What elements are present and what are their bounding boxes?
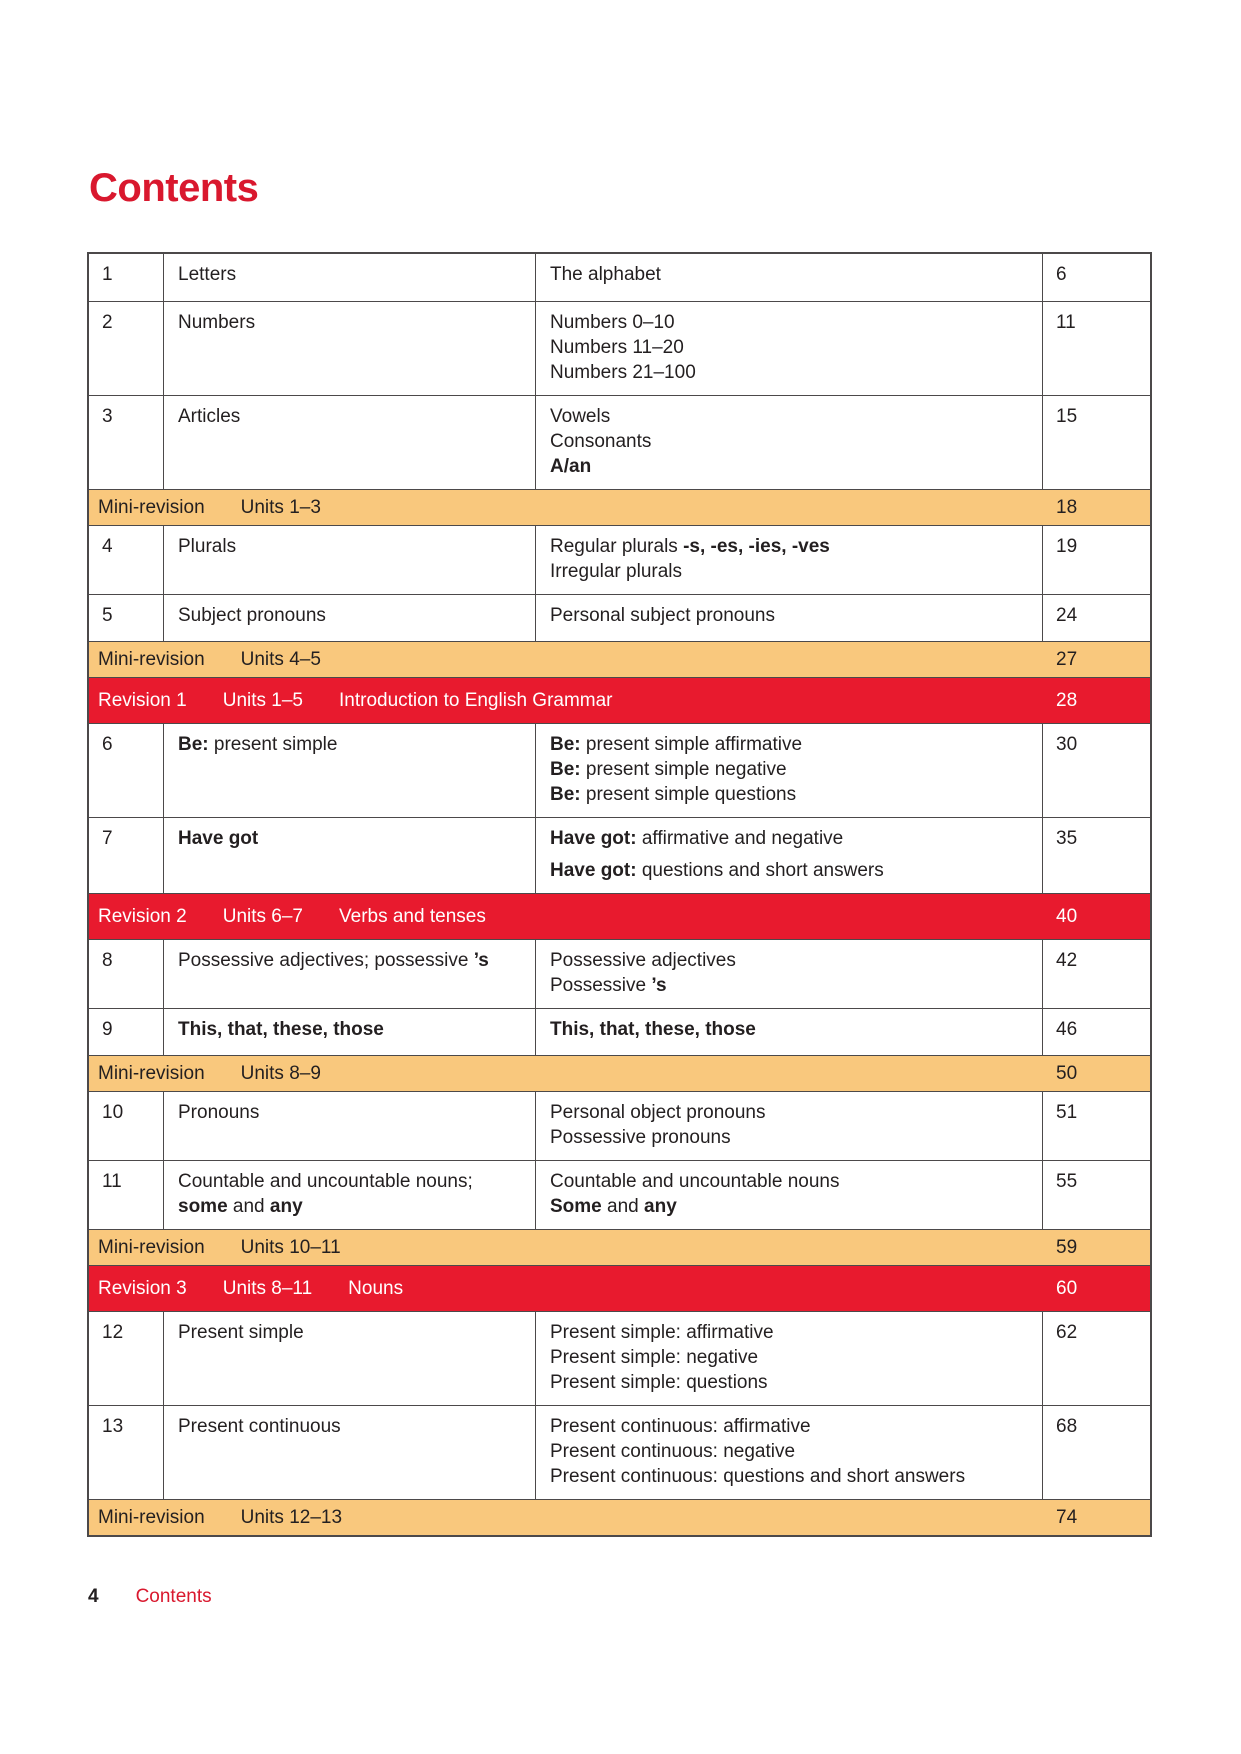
topic-cell (164, 1092, 536, 1160)
topic-cell (164, 302, 536, 395)
revision-title-label: Introduction to English Grammar (339, 689, 613, 711)
text-line (102, 1320, 149, 1345)
unit-row-10 (89, 1091, 1150, 1160)
unit-row-4 (89, 525, 1150, 594)
subtopics-cell (536, 724, 1043, 817)
page-number-cell (1043, 1092, 1150, 1160)
page-number-cell: 40 (1056, 906, 1078, 927)
mini-revision-label: Mini-revision (98, 1506, 205, 1528)
text-line (1056, 1017, 1136, 1042)
text-line (1056, 826, 1136, 851)
units-range-label: Units 8–11 (222, 1277, 313, 1299)
text: 2 (102, 312, 113, 333)
topic-cell (164, 1406, 536, 1499)
page-number-cell (1043, 1406, 1150, 1499)
unit-row-8 (89, 939, 1150, 1008)
band-labels (89, 684, 1043, 718)
page-number-cell (1043, 1161, 1150, 1229)
mini-revision-row (89, 1499, 1150, 1535)
band-labels (89, 643, 1043, 677)
text-line (102, 603, 149, 628)
subtopics-cell (536, 595, 1043, 641)
page-number-cell: 60 (1056, 1278, 1078, 1299)
page-number-cell (1043, 526, 1150, 594)
text: present simple questions (580, 784, 797, 805)
band-labels (89, 1057, 1043, 1091)
text: 68 (1056, 1416, 1078, 1437)
unit-number-cell (89, 396, 164, 489)
text: 6 (102, 734, 113, 755)
band-labels (89, 491, 1043, 525)
text: 9 (102, 1019, 113, 1040)
text: Numbers 11–20 (550, 337, 684, 358)
page-footer (88, 1586, 212, 1608)
unit-number-cell (89, 724, 164, 817)
text-line (550, 262, 1028, 287)
text-line (102, 262, 149, 287)
revision-label: Revision 3 (98, 1277, 187, 1299)
unit-number-cell (89, 940, 164, 1008)
page-number-cell: 27 (1056, 649, 1078, 670)
text-line (550, 1194, 1028, 1219)
footer-section-label: Contents (135, 1586, 212, 1607)
text: Personal subject pronouns (550, 605, 775, 626)
text: Letters (178, 264, 237, 285)
text-line (102, 1017, 149, 1042)
bold-text: some (178, 1196, 228, 1217)
text-line (102, 1414, 149, 1439)
text-line (178, 826, 521, 851)
text-line (550, 1464, 1028, 1489)
text-line (178, 1100, 521, 1125)
bold-text: Be: (178, 734, 209, 755)
unit-row-3 (89, 395, 1150, 489)
page-number-cell: 59 (1056, 1237, 1078, 1258)
text: and (227, 1196, 270, 1217)
unit-number-cell (89, 595, 164, 641)
text: 24 (1056, 605, 1078, 626)
band-labels (89, 900, 1043, 934)
mini-revision-label: Mini-revision (98, 496, 205, 518)
page-number-cell: 50 (1056, 1063, 1078, 1084)
subtopics-cell (536, 1406, 1043, 1499)
footer-page-number: 4 (88, 1586, 99, 1607)
mini-revision-label: Mini-revision (98, 1236, 205, 1258)
unit-number-cell (89, 526, 164, 594)
text: Countable and uncountable nouns; (178, 1171, 473, 1192)
topic-cell (164, 724, 536, 817)
text-line (178, 732, 521, 757)
text: Present continuous: negative (550, 1441, 796, 1462)
text: Numbers 0–10 (550, 312, 675, 333)
page-number-cell (1043, 940, 1150, 1008)
text: 15 (1056, 406, 1078, 427)
text: 3 (102, 406, 113, 427)
text: questions and short answers (636, 860, 884, 881)
text-line (550, 454, 1028, 479)
bold-text: ’s (651, 975, 667, 996)
units-range-label: Units 1–5 (222, 689, 303, 711)
text-line (550, 1125, 1028, 1150)
text-line (178, 534, 521, 559)
bold-text: A/an (550, 456, 592, 477)
page-title: Contents (89, 166, 259, 210)
topic-cell (164, 1009, 536, 1055)
text: 51 (1056, 1102, 1078, 1123)
text-line (550, 404, 1028, 429)
topic-cell (164, 818, 536, 893)
unit-number-cell (89, 1406, 164, 1499)
revision-label: Revision 1 (98, 689, 187, 711)
unit-row-7 (89, 817, 1150, 893)
text: 13 (102, 1416, 124, 1437)
text-line (178, 603, 521, 628)
page-number-cell (1043, 302, 1150, 395)
subtopics-cell (536, 526, 1043, 594)
text-line (550, 1017, 1028, 1042)
unit-row-12 (89, 1311, 1150, 1405)
text-line (178, 1414, 521, 1439)
text: Personal object pronouns (550, 1102, 766, 1123)
page-number-cell (1043, 818, 1150, 893)
text-line (178, 1194, 521, 1219)
mini-revision-row (89, 1055, 1150, 1091)
unit-number-cell (89, 1092, 164, 1160)
text: Possessive adjectives (550, 950, 736, 971)
units-range-label: Units 4–5 (240, 648, 321, 670)
text-line (550, 534, 1028, 559)
text: Numbers 21–100 (550, 362, 696, 383)
text: Numbers (178, 312, 256, 333)
text-line (550, 360, 1028, 385)
mini-revision-row (89, 1229, 1150, 1265)
topic-cell (164, 1312, 536, 1405)
unit-row-11 (89, 1160, 1150, 1229)
text: 55 (1056, 1171, 1078, 1192)
text-line (550, 603, 1028, 628)
bold-text: Be: (550, 734, 581, 755)
text: Present simple: affirmative (550, 1322, 774, 1343)
bold-text: Be: (550, 784, 581, 805)
unit-row-2 (89, 301, 1150, 395)
text: 42 (1056, 950, 1078, 971)
text: Countable and uncountable nouns (550, 1171, 840, 1192)
page-number-cell (1043, 1009, 1150, 1055)
text-line (1056, 310, 1136, 335)
band-labels (89, 1231, 1043, 1265)
text: Vowels (550, 406, 611, 427)
text: Plurals (178, 536, 237, 557)
bold-text: any (644, 1196, 677, 1217)
bold-text: ’s (473, 950, 489, 971)
text-line (1056, 1169, 1136, 1194)
text: Present continuous (178, 1416, 341, 1437)
text: 8 (102, 950, 113, 971)
topic-cell (164, 254, 536, 301)
text: Possessive (550, 975, 652, 996)
subtopics-cell (536, 254, 1043, 301)
page-number-cell (1043, 1312, 1150, 1405)
unit-number-cell (89, 254, 164, 301)
page-number-cell: 74 (1056, 1507, 1078, 1528)
text-line (550, 782, 1028, 807)
text-line (102, 1169, 149, 1194)
unit-number-cell (89, 302, 164, 395)
text-line (178, 1320, 521, 1345)
subtopics-cell (536, 1161, 1043, 1229)
units-range-label: Units 1–3 (240, 496, 321, 518)
text: Regular plurals (550, 536, 684, 557)
topic-cell (164, 1161, 536, 1229)
revision-row (89, 1265, 1150, 1311)
text-line (550, 1414, 1028, 1439)
text-line (178, 948, 521, 973)
text-line (550, 858, 1028, 883)
page-number-cell (1043, 396, 1150, 489)
units-range-label: Units 12–13 (240, 1506, 343, 1528)
text-line (178, 310, 521, 335)
text: Present simple: questions (550, 1372, 768, 1393)
text-line (550, 1100, 1028, 1125)
text: 1 (102, 264, 113, 285)
text: Present simple: negative (550, 1347, 759, 1368)
topic-cell (164, 595, 536, 641)
bold-text: Have got: (550, 860, 637, 881)
topic-cell (164, 396, 536, 489)
revision-label: Revision 2 (98, 905, 187, 927)
text: 30 (1056, 734, 1078, 755)
text: and (601, 1196, 645, 1217)
text-line (550, 973, 1028, 998)
page-number-cell (1043, 254, 1150, 301)
text-line (550, 1169, 1028, 1194)
text: present simple affirmative (580, 734, 803, 755)
text: Possessive pronouns (550, 1127, 731, 1148)
text: Irregular plurals (550, 561, 682, 582)
text: 4 (102, 536, 113, 557)
text-line (1056, 948, 1136, 973)
text: Possessive adjectives; possessive (178, 950, 474, 971)
topic-cell (164, 940, 536, 1008)
page-number-cell: 28 (1056, 690, 1078, 711)
text: 11 (1056, 312, 1076, 333)
subtopics-cell (536, 396, 1043, 489)
text-line (102, 534, 149, 559)
unit-row-13 (89, 1405, 1150, 1499)
mini-revision-row (89, 641, 1150, 677)
text-line (102, 310, 149, 335)
subtopics-cell (536, 302, 1043, 395)
text-line (178, 262, 521, 287)
page-number-cell (1043, 595, 1150, 641)
unit-row-1 (89, 254, 1150, 301)
revision-title-label: Verbs and tenses (339, 905, 486, 927)
text-line (550, 335, 1028, 360)
text-line (550, 559, 1028, 584)
text-line (178, 1017, 521, 1042)
text: affirmative and negative (636, 828, 844, 849)
contents-table (87, 252, 1152, 1537)
text-line (102, 948, 149, 973)
text-line (550, 826, 1028, 851)
text-line (1056, 1100, 1136, 1125)
revision-row (89, 677, 1150, 723)
text-line (550, 757, 1028, 782)
unit-number-cell (89, 1312, 164, 1405)
unit-number-cell (89, 818, 164, 893)
revision-row (89, 893, 1150, 939)
text-line (550, 1439, 1028, 1464)
unit-number-cell (89, 1161, 164, 1229)
text: Consonants (550, 431, 652, 452)
text: present simple (208, 734, 338, 755)
text-line (1056, 1320, 1136, 1345)
text-line (102, 732, 149, 757)
subtopics-cell (536, 818, 1043, 893)
text: 5 (102, 605, 113, 626)
bold-text: This, that, these, those (178, 1019, 384, 1040)
text: 19 (1056, 536, 1078, 557)
mini-revision-label: Mini-revision (98, 648, 205, 670)
text: Articles (178, 406, 241, 427)
band-labels (89, 1501, 1043, 1535)
text: Present simple (178, 1322, 304, 1343)
text: 11 (102, 1171, 122, 1192)
text-line (550, 732, 1028, 757)
text: Present continuous: questions and short answers (550, 1466, 966, 1487)
units-range-label: Units 6–7 (222, 905, 303, 927)
text: 62 (1056, 1322, 1078, 1343)
text-line (102, 1100, 149, 1125)
text: present simple negative (580, 759, 787, 780)
text-line (550, 948, 1028, 973)
units-range-label: Units 8–9 (240, 1062, 321, 1084)
text-line (550, 310, 1028, 335)
text: 12 (102, 1322, 124, 1343)
text-line (1056, 404, 1136, 429)
text: Subject pronouns (178, 605, 326, 626)
bold-text: This, that, these, those (550, 1019, 756, 1040)
units-range-label: Units 10–11 (240, 1236, 341, 1258)
mini-revision-label: Mini-revision (98, 1062, 205, 1084)
bold-text: Some (550, 1196, 602, 1217)
subtopics-cell (536, 1312, 1043, 1405)
text: 7 (102, 828, 113, 849)
text-line (1056, 262, 1136, 287)
text: Pronouns (178, 1102, 260, 1123)
unit-row-6 (89, 723, 1150, 817)
page-number-cell: 18 (1056, 497, 1078, 518)
band-labels (89, 1272, 1043, 1306)
bold-text: -s, -es, -ies, -ves (683, 536, 830, 557)
subtopics-cell (536, 940, 1043, 1008)
text-line (1056, 603, 1136, 628)
text-line (550, 1345, 1028, 1370)
bold-text: Have got: (550, 828, 637, 849)
text-line (102, 826, 149, 851)
text: 6 (1056, 264, 1067, 285)
text-line (1056, 732, 1136, 757)
text-line (1056, 1414, 1136, 1439)
text: Present continuous: affirmative (550, 1416, 811, 1437)
text: 10 (102, 1102, 124, 1123)
text-line (550, 1370, 1028, 1395)
text: 46 (1056, 1019, 1078, 1040)
text-line (1056, 534, 1136, 559)
text-line (178, 404, 521, 429)
mini-revision-row (89, 489, 1150, 525)
text-line (102, 404, 149, 429)
unit-row-5 (89, 594, 1150, 641)
bold-text: any (269, 1196, 303, 1217)
revision-title-label: Nouns (348, 1277, 404, 1299)
text-line (178, 1169, 521, 1194)
text: The alphabet (550, 264, 661, 285)
unit-row-9 (89, 1008, 1150, 1055)
topic-cell (164, 526, 536, 594)
text-line (550, 1320, 1028, 1345)
bold-text: Be: (550, 759, 581, 780)
page-number-cell (1043, 724, 1150, 817)
subtopics-cell (536, 1009, 1043, 1055)
text-line (550, 429, 1028, 454)
text: 35 (1056, 828, 1078, 849)
subtopics-cell (536, 1092, 1043, 1160)
unit-number-cell (89, 1009, 164, 1055)
bold-text: Have got (178, 828, 259, 849)
